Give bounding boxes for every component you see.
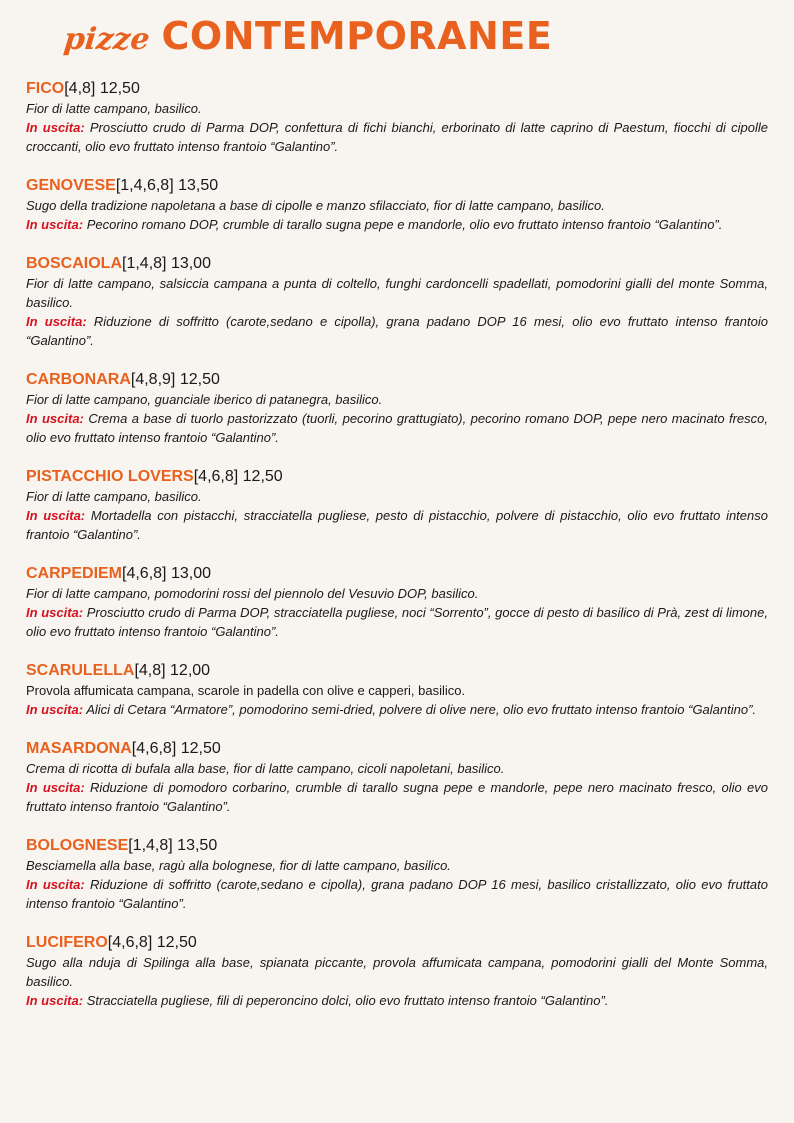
out-label: In uscita: <box>26 120 85 135</box>
allergen-codes: [4,8,9] <box>130 371 176 388</box>
allergen-codes: [4,6,8] <box>122 565 167 582</box>
topping-text: Riduzione di pomodoro corbarino, crumble di tarallo sugna pepe e mandorle, pepe nero macinato fresco, olio evo fruttato intenso frantoio “Galantino”. <box>26 780 768 814</box>
pizza-name: BOSCAIOLA <box>26 255 122 272</box>
pizza-base-description: Sugo alla nduja di Spilinga alla base, spianata piccante, provola affumicata campana, pomodorini gialli del Monte Somma, basilico. <box>26 955 768 989</box>
out-label: In uscita: <box>26 877 85 892</box>
allergen-codes: [4,6,8] <box>131 740 177 757</box>
pizza-topping-description <box>26 118 768 156</box>
allergen-codes: [1,4,6,8] <box>115 177 174 194</box>
pizza-topping-description <box>26 700 768 719</box>
out-label: In uscita: <box>26 702 84 717</box>
topping-text: Alici di Cetara “Armatore”, pomodorino semi-dried, polvere di olive nere, olio evo fruttato intenso frantoio “Galantino”. <box>86 702 757 717</box>
menu-header <box>64 14 552 58</box>
pizza-price: 12,00 <box>170 662 211 679</box>
menu-item <box>26 739 768 816</box>
pizza-topping-description <box>26 506 768 544</box>
allergen-codes: [4,8] <box>64 80 96 97</box>
topping-text: Prosciutto crudo di Parma DOP, confettura di fichi bianchi, erborinato di latte caprino di Paestum, fiocchi di cipolle croccanti, olio evo fruttato intenso frantoio “Galantino”. <box>26 120 768 154</box>
menu-item <box>26 79 768 156</box>
pizza-base-description: Fior di latte campano, salsiccia campana a punta di coltello, funghi cardoncelli spadellati, pomodorini gialli del monte Somma, basilico. <box>26 276 768 310</box>
topping-text: Mortadella con pistacchi, stracciatella pugliese, pesto di pistacchio, polvere di pistacchio, olio evo fruttato intenso frantoio “Galantino”. <box>26 508 768 542</box>
menu-item <box>26 176 768 234</box>
allergen-codes: [4,6,8] <box>107 934 153 951</box>
allergen-codes: [1,4,8] <box>122 255 167 272</box>
pizza-base-description: Fior di latte campano, guanciale iberico di patanegra, basilico. <box>26 392 383 407</box>
menu-item <box>26 564 768 641</box>
pizza-price: 13,00 <box>170 255 211 272</box>
pizza-price: 13,00 <box>170 565 211 582</box>
out-label: In uscita: <box>26 605 84 620</box>
out-label: In uscita: <box>26 780 85 795</box>
topping-text: Crema a base di tuorlo pastorizzato (tuorli, pecorino grattugiato), pecorino romano DOP, pepe nero macinato fresco, olio evo fruttato intenso frantoio “Galantino”. <box>26 411 768 445</box>
menu-item <box>26 661 768 719</box>
pizza-name: SCARULELLA <box>26 662 135 679</box>
pizza-name: FICO <box>26 80 65 97</box>
out-label: In uscita: <box>26 508 86 523</box>
pizza-price: 12,50 <box>99 80 140 97</box>
pizza-price: 12,50 <box>179 371 220 388</box>
pizza-base-description: Fior di latte campano, pomodorini rossi del piennolo del Vesuvio DOP, basilico. <box>26 586 479 601</box>
pizza-base-description: Fior di latte campano, basilico. <box>26 489 202 504</box>
pizza-base-description: Sugo della tradizione napoletana a base di cipolle e manzo sfilacciato, fior di latte campano, basilico. <box>26 198 605 213</box>
pizza-name: PISTACCHIO LOVERS <box>26 468 194 485</box>
menu-item <box>26 933 768 1010</box>
pizza-topping-description <box>26 409 768 447</box>
pizza-price: 12,50 <box>156 934 197 951</box>
header-script-word: pizze <box>62 22 152 57</box>
topping-text: Riduzione di soffritto (carote,sedano e cipolla), grana padano DOP 16 mesi, basilico cristallizzato, olio evo fruttato intenso frantoio “Galantino”. <box>26 877 768 911</box>
topping-text: Pecorino romano DOP, crumble di tarallo sugna pepe e mandorle, olio evo fruttato intenso frantoio “Galantino”. <box>86 217 723 232</box>
menu-item <box>26 254 768 350</box>
allergen-codes: [1,4,8] <box>128 837 173 854</box>
pizza-name: CARPEDIEM <box>26 565 123 582</box>
topping-text: Stracciatella pugliese, fili di peperoncino dolci, olio evo fruttato intenso frantoio “Galantino”. <box>86 993 609 1008</box>
pizza-price: 13,50 <box>178 177 219 194</box>
pizza-topping-description <box>26 778 768 816</box>
pizza-menu-list <box>26 79 768 1030</box>
out-label: In uscita: <box>26 993 84 1008</box>
menu-item <box>26 836 768 913</box>
pizza-price: 13,50 <box>177 837 218 854</box>
allergen-codes: [4,6,8] <box>193 468 239 485</box>
topping-text: Prosciutto crudo di Parma DOP, stracciatella pugliese, noci “Sorrento”, gocce di pesto di basilico di Prà, zest di limone, olio evo fruttato intenso frantoio “Galantino”. <box>26 605 768 639</box>
pizza-base-description: Provola affumicata campana, scarole in padella con olive e capperi, basilico. <box>26 683 466 698</box>
out-label: In uscita: <box>26 411 84 426</box>
allergen-codes: [4,8] <box>134 662 166 679</box>
menu-item <box>26 370 768 447</box>
pizza-topping-description <box>26 603 768 641</box>
pizza-name: CARBONARA <box>26 371 131 388</box>
pizza-topping-description <box>26 875 768 913</box>
pizza-name: BOLOGNESE <box>26 837 129 854</box>
pizza-base-description: Crema di ricotta di bufala alla base, fior di latte campano, cicoli napoletani, basilico. <box>26 761 505 776</box>
pizza-topping-description <box>26 312 768 350</box>
pizza-price: 12,50 <box>242 468 283 485</box>
out-label: In uscita: <box>26 314 87 329</box>
pizza-base-description: Fior di latte campano, basilico. <box>26 101 202 116</box>
pizza-topping-description <box>26 991 768 1010</box>
pizza-base-description: Besciamella alla base, ragù alla bolognese, fior di latte campano, basilico. <box>26 858 451 873</box>
topping-text: Riduzione di soffritto (carote,sedano e cipolla), grana padano DOP 16 mesi, olio evo fruttato intenso frantoio “Galantino”. <box>26 314 768 348</box>
page-title: CONTEMPORANEE <box>161 14 553 58</box>
pizza-name: MASARDONA <box>26 740 132 757</box>
pizza-topping-description <box>26 215 768 234</box>
menu-item <box>26 467 768 544</box>
pizza-price: 12,50 <box>180 740 221 757</box>
pizza-name: LUCIFERO <box>26 934 108 951</box>
out-label: In uscita: <box>26 217 84 232</box>
pizza-name: GENOVESE <box>26 177 116 194</box>
